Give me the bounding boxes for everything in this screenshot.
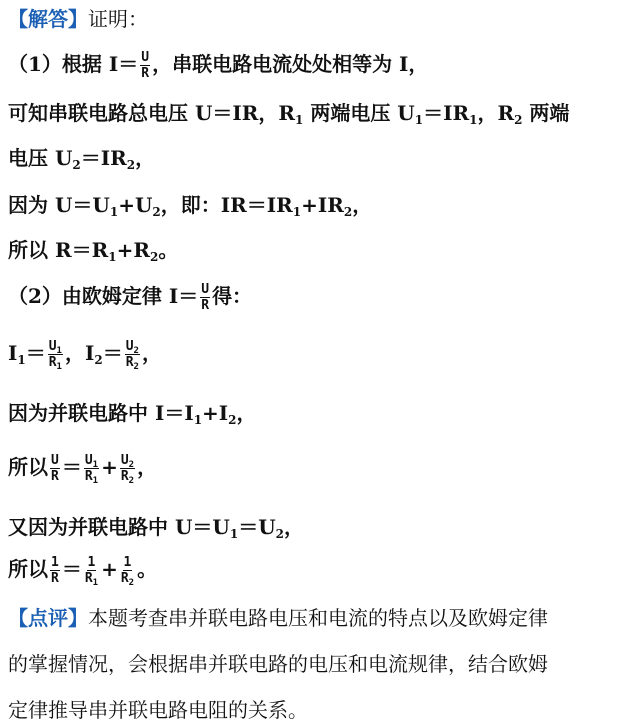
part1-line3: 电压 $U_2=IR_2$， [8, 146, 156, 172]
fraction-u-over-r: $\frac{U}{R}$ [141, 50, 150, 81]
part2-currents: $I_1=$ $\frac{U_1}{R_1}$ ，$I_2=$ $\frac{U_2}{R_2}$ ， [8, 339, 162, 372]
answer-tag: 【解答】 [8, 7, 88, 31]
part2-resistance-result: 所以 $\frac{1}{R}$ ＝ $\frac{1}{R_1}$ + $\frac{1}{R_2}$ 。 [8, 555, 158, 588]
part2-parallel-current: 因为并联电路中 $I=I_1+I_2$， [8, 401, 257, 427]
comment-line2: 的掌握情况，会根据串并联电路的电压和电流规律，结合欧姆 [8, 652, 548, 676]
part1-line4: 因为 $U=U_1+U_2$，即：$IR=IR_1+IR_2$， [8, 193, 373, 219]
comment-tag: 【点评】 [8, 606, 88, 630]
part1-line5: 所以 $R=R_1+R_2$。 [8, 238, 179, 264]
part1-line2: 可知串联电路总电压 U＝IR，$R_1$ 两端电压 $U_1=IR_1$，$R_2$ 两端 [8, 101, 570, 127]
part2-sum-currents: 所以 $\frac{U}{R}$ ＝ $\frac{U_1}{R_1}$ + $\frac{U_2}{R_2}$ ， [8, 453, 158, 486]
answer-heading [8, 6, 632, 32]
part2-heading: （2）由欧姆定律 I＝ $\frac{U}{R}$ 得： [8, 282, 253, 313]
answer-intro: 证明： [88, 7, 148, 31]
part2-parallel-voltage: 又因为并联电路中 $U=U_1=U_2$， [8, 515, 305, 541]
comment-line3: 定律推导串并联电路电阻的关系。 [8, 698, 308, 722]
comment-line1: 【点评】本题考查串并联电路电压和电流的特点以及欧姆定律 [8, 606, 548, 630]
part1-line1: （1）根据 I＝ $\frac{U}{R}$ ，串联电路电流处处相等为 I， [8, 50, 429, 81]
